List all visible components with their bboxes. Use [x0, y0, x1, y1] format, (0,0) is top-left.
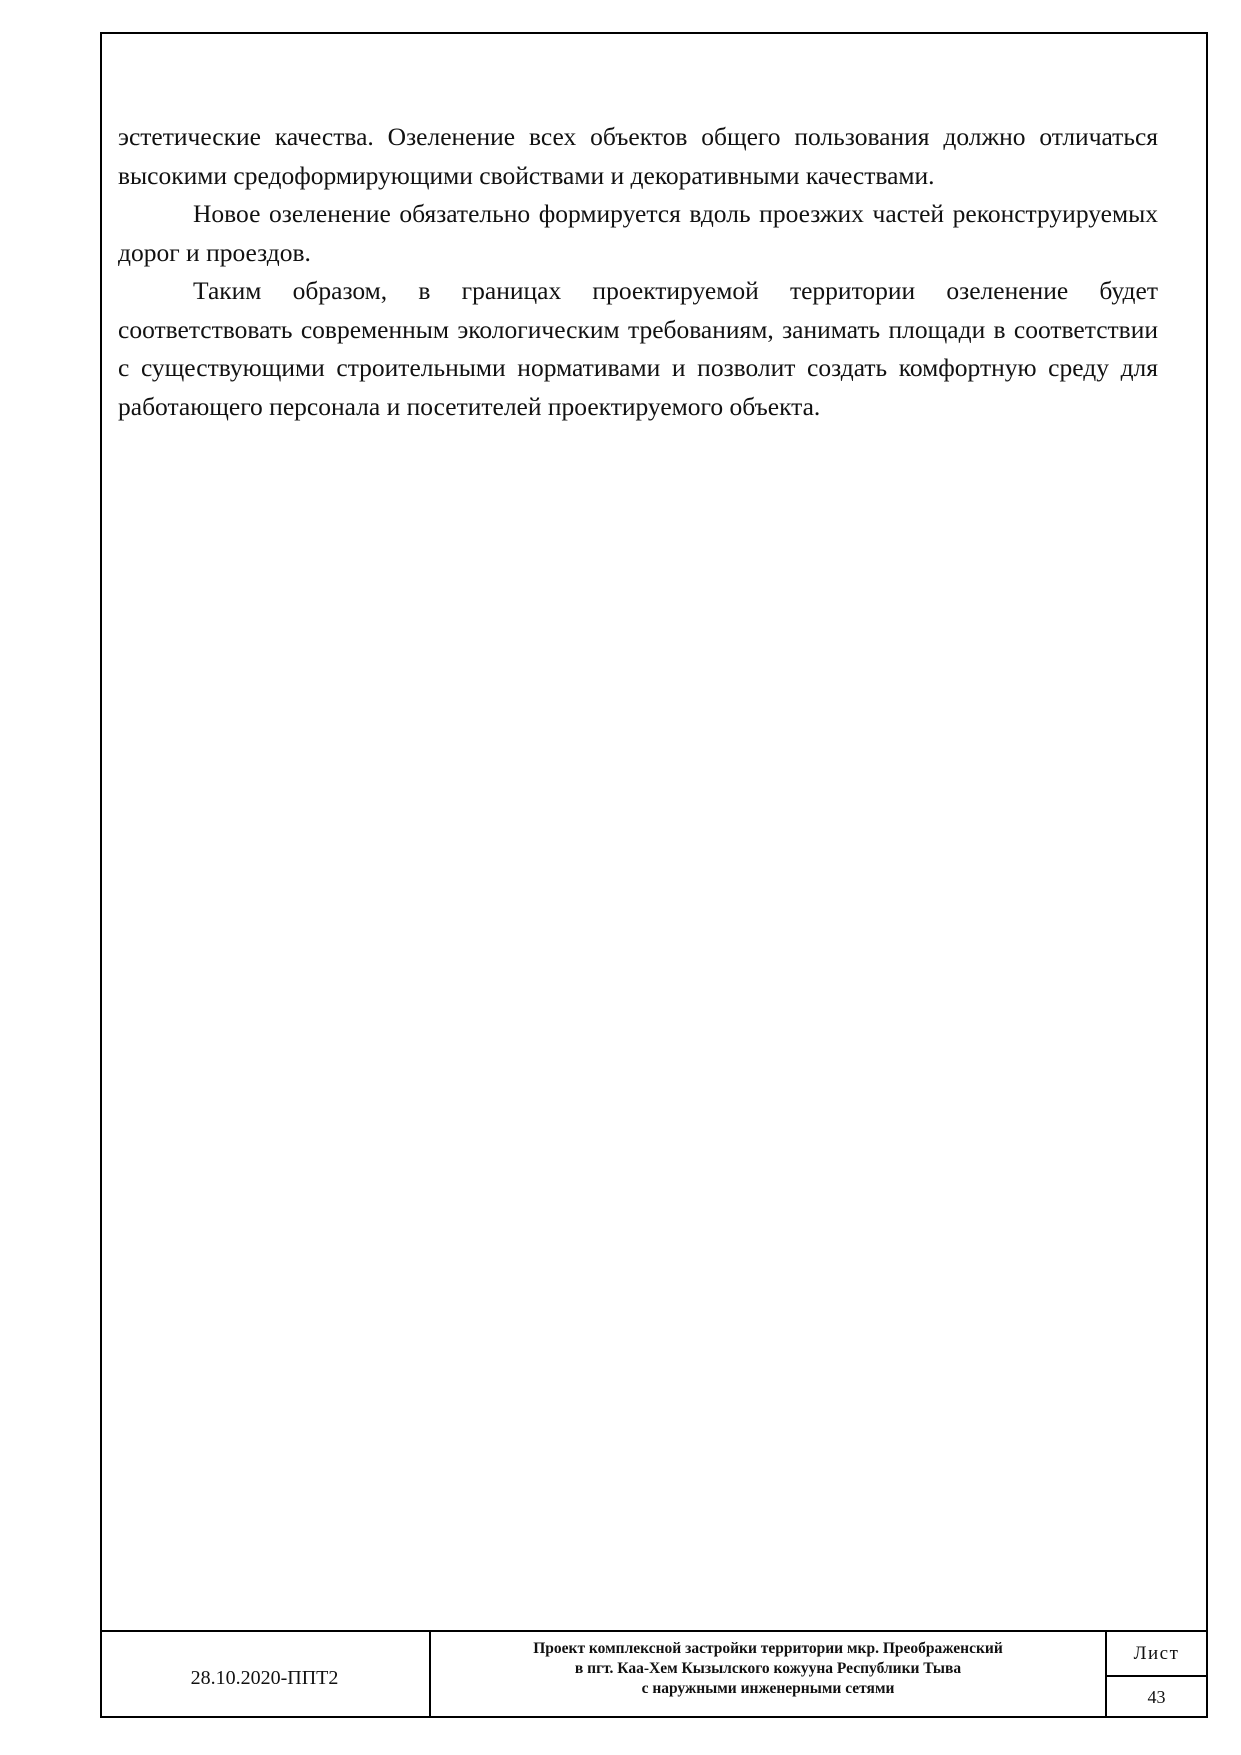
sheet-number: 43: [1147, 1687, 1166, 1707]
paragraph-conclusion: Таким образом, в границах проектируемой территории озеленение будет соответствовать современным экологическим требованиям, занимать площади в соответствии с существующими строительными нормативами и позволит создать комфортную среду для работающего персонала и посетителей проектируемого объекта.: [118, 276, 1158, 421]
document-code: 28.10.2020-ППТ2: [100, 1632, 431, 1718]
project-title-line: с наружными инженерными сетями: [641, 1680, 895, 1697]
sheet-label: Лист: [1107, 1632, 1206, 1677]
title-block: [100, 1630, 1208, 1718]
paragraph-continuation: эстетические качества. Озеленение всех объектов общего пользования должно отличаться высокими средоформирующими свойствами и декоративными качествами.: [118, 122, 1158, 190]
document-body: [118, 118, 1158, 426]
project-title-line: Проект комплексной застройки территории мкр. Преображенский: [533, 1640, 1003, 1657]
project-title: [431, 1632, 1107, 1718]
project-title-line: в пгт. Каа-Хем Кызылского кожууна Республики Тыва: [574, 1660, 962, 1677]
paragraph-new-greenery: Новое озеленение обязательно формируется вдоль проезжих частей реконструируемых дорог и проездов.: [118, 199, 1158, 267]
